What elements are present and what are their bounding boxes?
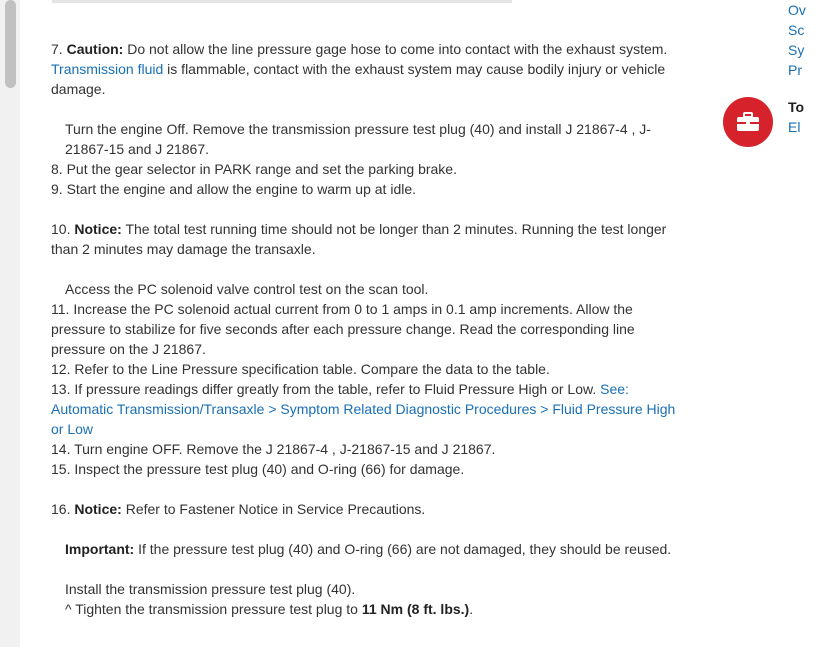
tighten-text: ^ Tighten the transmission pressure test plug to 11 Nm (8 ft. lbs.). [65,601,474,617]
step-7: 7. Caution: Do not allow the line pressure gage hose to come into contact with the exhaust system. Transmission fluid is flammable, contact with the exhaust system may cause bodily injury or vehicle damage. [51,41,668,97]
step-15: 15. Inspect the pressure test plug (40) and O-ring (66) for damage. [51,461,465,477]
step-9: 9. Start the engine and allow the engine to warm up at idle. [51,181,417,197]
right-nav-links [788,0,828,80]
access-text: Access the PC solenoid valve control test on the scan tool. [65,281,429,297]
toolbox-icon [736,111,760,133]
fluid-pressure-link[interactable]: See: Automatic Transmission/Transaxle > Symptom Related Diagnostic Procedures > Fluid Pressure High or Low [51,381,676,437]
step-10: 10. Notice: The total test running time should not be longer than 2 minutes. Running the test longer than 2 minutes may damage the transaxle. [51,221,667,257]
install-text: Install the transmission pressure test plug (40). [65,581,356,597]
step-13: 13. If pressure readings differ greatly from the table, refer to Fluid Pressure High or Low. See: Automatic Transmission/Transaxle > Symptom Related Diagnostic Procedures > Fluid Pressure High or Low [51,381,676,437]
scrollbar-track[interactable] [0,0,20,647]
right-panel-link[interactable]: El [788,119,801,135]
right-link-ov[interactable]: Ov [788,2,806,18]
turn-engine-off-text: Turn the engine Off. Remove the transmission pressure test plug (40) and install J 21867-4 , J-21867-15 and J 21867. [65,121,651,157]
torque-value: 11 Nm (8 ft. lbs.) [361,601,470,617]
important-note: Important: If the pressure test plug (40) and O-ring (66) are not damaged, they should be reused. [65,541,672,557]
step-16: 16. Notice: Refer to Fastener Notice in Service Precautions. [51,501,426,517]
toolbox-button[interactable] [723,97,773,147]
step-14: 14. Turn engine OFF. Remove the J 21867-4 , J-21867-15 and J 21867. [51,441,496,457]
right-link-pr[interactable]: Pr [788,62,802,78]
step-8: 8. Put the gear selector in PARK range and set the parking brake. [51,161,457,177]
procedure-content [51,39,691,619]
step-12: 12. Refer to the Line Pressure specification table. Compare the data to the table. [51,361,550,377]
step-11: 11. Increase the PC solenoid actual current from 0 to 1 amps in 0.1 amp increments. Allow the pressure to stabilize for five seconds after each pressure change. Read the corresponding line pressure on the J 21867. [51,301,635,357]
important-label: Important: [65,541,135,557]
right-link-sy[interactable]: Sy [788,42,805,58]
notice-label: Notice: [74,501,122,517]
transmission-fluid-link[interactable]: Transmission fluid [51,61,164,77]
top-content-box [52,0,512,3]
right-panel-title: To [788,99,805,115]
scrollbar-thumb[interactable] [5,0,16,88]
caution-label: Caution: [66,41,124,57]
notice-label: Notice: [74,221,122,237]
right-link-sc[interactable]: Sc [788,22,805,38]
